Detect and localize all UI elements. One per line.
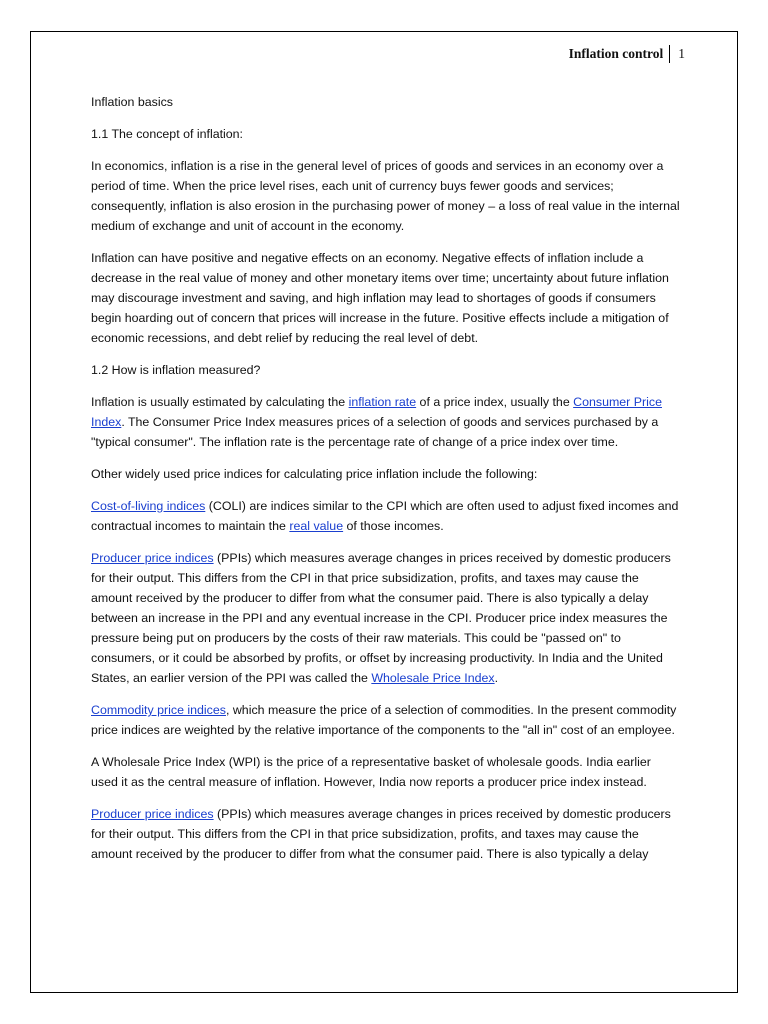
heading-concept-of-inflation: 1.1 The concept of inflation: <box>91 127 244 141</box>
link-cost-of-living-indices[interactable]: Cost-of-living indices <box>91 499 206 513</box>
paragraph-ppi-repeat: Producer price indices (PPIs) which measures average changes in prices received by domestic producers for their output. This differs from the CPI in that price subsidization, profits, and taxes may cause the amount received by the producer to differ from what the consumer paid. There is also typically a delay <box>91 807 671 861</box>
paragraph-definition: In economics, inflation is a rise in the general level of prices of goods and services in an economy over a period of time. When the price level rises, each unit of currency buys fewer goods and services; consequently, inflation is also erosion in the purchasing power of money – a loss of real value in the internal medium of exchange and unit of account in the economy. <box>91 159 680 233</box>
page-number: 1 <box>678 46 685 61</box>
link-consumer-price-index[interactable]: Consumer Price Index <box>91 395 662 429</box>
paragraph-coli: Cost-of-living indices (COLI) are indices similar to the CPI which are often used to adjust fixed incomes and contractual incomes to maintain the real value of those incomes. <box>91 499 679 533</box>
document-body <box>91 92 681 876</box>
heading-how-measured: 1.2 How is inflation measured? <box>91 363 261 377</box>
paragraph-estimation: Inflation is usually estimated by calculating the inflation rate of a price index, usually the Consumer Price Index. The Consumer Price Index measures prices of a selection of goods and services purchased by a "typical consumer". The inflation rate is the percentage rate of change of a price index over time. <box>91 395 662 449</box>
link-producer-price-indices-2[interactable]: Producer price indices <box>91 807 214 821</box>
paragraph-ppi: Producer price indices (PPIs) which measures average changes in prices received by domestic producers for their output. This differs from the CPI in that price subsidization, profits, and taxes may cause the amount received by the producer to differ from what the consumer paid. There is also typically a delay between an increase in the PPI and any eventual increase in the CPI. Producer price index measures the pressure being put on producers by the costs of their raw materials. This could be "passed on" to consumers, or it could be absorbed by profits, or offset by increasing productivity. In India and the United States, an earlier version of the PPI was called the Wholesale Price Index. <box>91 551 671 685</box>
link-inflation-rate[interactable]: inflation rate <box>348 395 417 409</box>
paragraph-other-indices: Other widely used price indices for calculating price inflation include the following: <box>91 467 538 481</box>
document-page <box>30 31 738 993</box>
link-real-value[interactable]: real value <box>289 519 344 533</box>
paragraph-wpi: A Wholesale Price Index (WPI) is the price of a representative basket of wholesale goods. India earlier used it as the central measure of inflation. However, India now reports a producer price index instead. <box>91 755 651 789</box>
paragraph-effects: Inflation can have positive and negative effects on an economy. Negative effects of inflation include a decrease in the real value of money and other monetary items over time; uncertainty about future inflation may discourage investment and saving, and high inflation may lead to shortages of goods if consumers begin hoarding out of concern that prices will increase in the future. Positive effects include a mitigation of economic recessions, and debt relief by reducing the real level of debt. <box>91 251 669 345</box>
header-title: Inflation control <box>568 46 664 61</box>
paragraph-commodity: Commodity price indices, which measure the price of a selection of commodities. In the present commodity price indices are weighted by the relative importance of the components to the "all in" cost of an employee. <box>91 703 677 737</box>
link-wholesale-price-index[interactable]: Wholesale Price Index <box>371 671 495 685</box>
page-header <box>569 45 685 63</box>
section-title: Inflation basics <box>91 95 173 109</box>
header-separator <box>669 45 670 63</box>
link-commodity-price-indices[interactable]: Commodity price indices <box>91 703 226 717</box>
link-producer-price-indices[interactable]: Producer price indices <box>91 551 214 565</box>
